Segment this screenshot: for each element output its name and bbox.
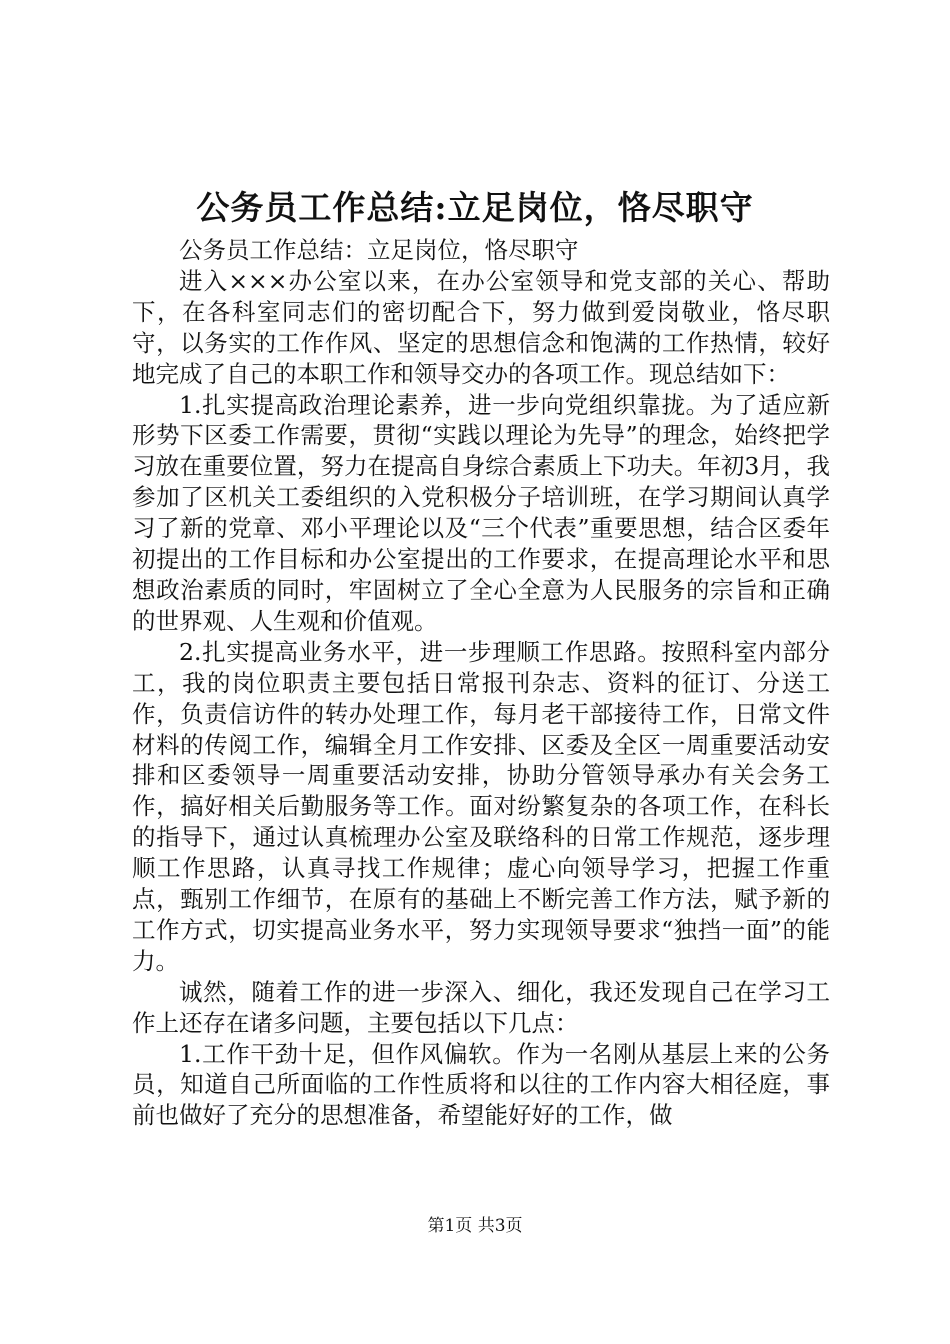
paragraph-point-1: 1.扎实提高政治理论素养，进一步向党组织靠拢。为了适应新形势下区委工作需要，贯彻“实践以理论为先导”的理念，始终把学习放在重要位置，努力在提高自身综合素质上下功夫。年初3月，我参加了区机关工委组织的入党积极分子培训班，在学习期间认真学习了新的党章、邓小平理论以及“三个代表”重要思想，结合区委年初提出的工作目标和办公室提出的工作要求，在提高理论水平和思想政治素质的同时，牢固树立了全心全意为人民服务的宗旨和正确的世界观、人生观和价值观。 <box>132 390 830 635</box>
page-footer: 第1页 共3页 <box>427 1216 523 1236</box>
paragraph-subtitle: 公务员工作总结：立足岗位，恪尽职守 <box>179 236 579 264</box>
paragraph-problems-intro: 诚然，随着工作的进一步深入、细化，我还发现自己在学习工作上还存在诸多问题，主要包括以下几点： <box>132 977 830 1037</box>
paragraph-intro: 进入×××办公室以来，在办公室领导和党支部的关心、帮助下，在各科室同志们的密切配合下，努力做到爱岗敬业，恪尽职守，以务实的工作作风、坚定的思想信念和饱满的工作热情，较好地完成了自己的本职工作和领导交办的各项工作。现总结如下： <box>132 266 830 388</box>
document-body <box>132 235 830 1131</box>
paragraph-problem-1: 1.工作干劲十足，但作风偏软。作为一名刚从基层上来的公务员，知道自己所面临的工作性质将和以往的工作内容大相径庭，事前也做好了充分的思想准备，希望能好好的工作，做 <box>132 1039 830 1130</box>
paragraph-point-2: 2.扎实提高业务水平，进一步理顺工作思路。按照科室内部分工，我的岗位职责主要包括日常报刊杂志、资料的征订、分送工作，负责信访件的转办处理工作，每月老干部接待工作，日常文件材料的传阅工作，编辑全月工作安排、区委及全区一周重要活动安排和区委领导一周重要活动安排，协助分管领导承办有关会务工作，搞好相关后勤服务等工作。面对纷繁复杂的各项工作，在科长的指导下，通过认真梳理办公室及联络科的日常工作规范，逐步理顺工作思路，认真寻找工作规律；虚心向领导学习，把握工作重点，甄别工作细节，在原有的基础上不断完善工作方法，赋予新的工作方式，切实提高业务水平，努力实现领导要求“独挡一面”的能力。 <box>132 637 830 975</box>
document-title: 公务员工作总结:立足岗位，恪尽职守 <box>196 188 754 227</box>
